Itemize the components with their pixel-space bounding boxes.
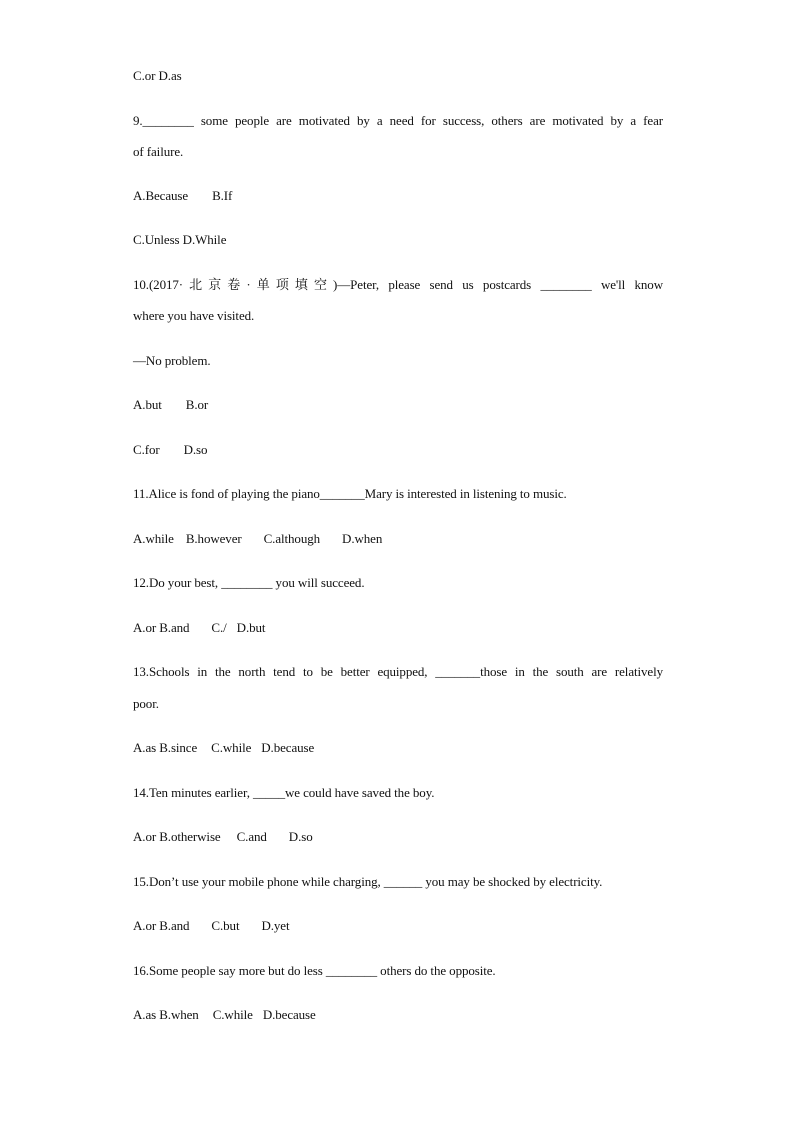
q12-option-c: C./ [211,620,227,635]
q8-options-line-2: C.or D.as [133,68,182,83]
q11-option-b: B.however [185,531,242,546]
q10-stem-line-1: 10.(2017·北京卷·单项填空)—Peter, please send us postcards ________ we'll know [133,277,663,292]
q15-stem: 15.Don’t use your mobile phone while charging, ______ you may be shocked by electricity. [133,874,603,889]
q16-option-d: D.because [262,1007,316,1022]
q10-option-a: A.but [133,397,162,412]
q15-options [133,918,663,934]
q11-stem: 11.Alice is fond of playing the piano_______Mary is interested in listening to music. [133,486,567,501]
q9-stem-line-1: 9.________ some people are motivated by a need for success, others are motivated by a fear [133,113,663,128]
q16-option-ab: A.as B.when [133,1007,199,1022]
q11-options [133,531,663,547]
q14-options [133,829,663,845]
q15-option-c: C.but [211,918,240,933]
q14-option-d: D.so [288,829,313,844]
q9-options-line-2: C.Unless D.While [133,232,227,247]
q10-stem-line-2: where you have visited. [133,308,255,323]
q14-option-c: C.and [236,829,267,844]
q16-option-c: C.while [212,1007,253,1022]
q13-options [133,740,663,756]
q10-option-d: D.so [183,442,208,457]
q12-options [133,620,663,636]
q16-stem: 16.Some people say more but do less ________ others do the opposite. [133,963,496,978]
q14-stem: 14.Ten minutes earlier, _____we could have saved the boy. [133,785,435,800]
q10-option-c: C.for [133,442,160,457]
q15-option-d: D.yet [261,918,290,933]
q10-option-b: B.or [185,397,209,412]
q12-stem: 12.Do your best, ________ you will succeed. [133,575,365,590]
q11-option-d: D.when [342,531,383,546]
q9-option-a: A.Because [133,188,189,203]
q13-stem-line-1: 13.Schools in the north tend to be better equipped, _______those in the south are relatively [133,664,663,679]
q12-option-d: D.but [236,620,266,635]
q13-option-c: C.while [211,740,252,755]
q9-options-line-1 [133,188,663,204]
q16-options [133,1007,663,1023]
q14-option-ab: A.or B.otherwise [133,829,221,844]
q11-option-c: C.although [263,531,321,546]
q15-option-ab: A.or B.and [133,918,190,933]
q10-options-line-2 [133,442,663,458]
q11-option-a: A.while [133,531,174,546]
q10-reply: —No problem. [133,353,211,368]
q10-options-line-1 [133,397,663,413]
q12-option-ab: A.or B.and [133,620,190,635]
q13-option-ab: A.as B.since [133,740,198,755]
q9-stem-line-2: of failure. [133,144,184,159]
q9-option-b: B.If [212,188,233,203]
q13-option-d: D.because [261,740,315,755]
q13-stem-line-2: poor. [133,696,159,711]
